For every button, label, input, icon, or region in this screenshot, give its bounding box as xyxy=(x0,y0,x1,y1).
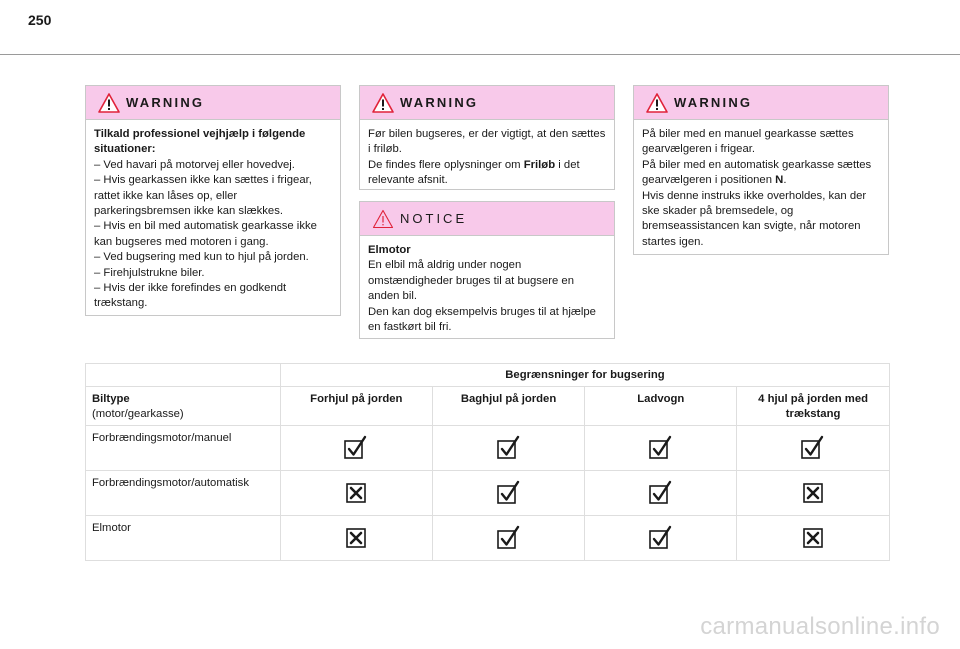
cross-box-icon xyxy=(800,525,826,551)
status-cell xyxy=(585,516,737,561)
column-header: Ladvogn xyxy=(585,387,737,426)
status-cell xyxy=(432,426,585,471)
gear-position-n: N xyxy=(775,174,784,187)
warning-item: – Ved bugsering med kun to hjul på jorden. xyxy=(94,251,309,264)
row-header-title-cell xyxy=(86,387,281,426)
header-divider xyxy=(0,54,960,55)
warning-box-towing-assistance xyxy=(85,85,341,316)
warning-text: Før bilen bugseres, er der vigtigt, at den sættes i friløb. xyxy=(368,128,606,156)
check-box-icon xyxy=(800,435,826,461)
check-box-icon xyxy=(343,435,369,461)
table-column-header-row xyxy=(86,387,890,426)
warning-triangle-icon xyxy=(646,93,668,113)
warning-header xyxy=(360,86,614,120)
row-header-subtitle: (motor/gearkasse) xyxy=(92,408,184,420)
warning-item: – Ved havari på motorvej eller hovedvej. xyxy=(94,158,295,171)
notice-title: NOTICE xyxy=(400,211,468,226)
column-header: 4 hjul på jorden med trækstang xyxy=(737,387,890,426)
status-cell xyxy=(737,426,890,471)
warning-text: Hvis denne instruks ikke overholdes, kan der ske skader på bremsedele, og bremseassistancen kan svigte, når motoren startes igen. xyxy=(642,189,867,248)
warning-title: WARNING xyxy=(674,95,753,110)
warning-heading: Tilkald professionel vejhjælp i følgende situationer: xyxy=(94,128,306,156)
status-cell xyxy=(432,516,585,561)
warning-text-pre: De findes flere oplysninger om xyxy=(368,158,524,171)
cross-box-icon xyxy=(800,480,826,506)
check-box-icon xyxy=(496,435,522,461)
notice-text: Den kan dog eksempelvis bruges til at hjælpe en fastkørt bil fri. xyxy=(368,305,596,334)
row-label: Forbrændingsmotor/manuel xyxy=(86,426,281,471)
warning-triangle-icon xyxy=(372,93,394,113)
row-header-title: Biltype xyxy=(92,393,130,405)
warning-box-freewheel xyxy=(359,85,615,190)
warning-item: – Firehjulstrukne biler. xyxy=(94,266,205,279)
warning-item: – Hvis gearkassen ikke kan sættes i frigear, rattet ikke kan låses op, eller parkeringsbremsen ikke kan slækkes. xyxy=(94,174,312,218)
check-box-icon xyxy=(496,480,522,506)
warning-title: WARNING xyxy=(400,95,479,110)
page-number: 250 xyxy=(28,12,52,28)
warning-body xyxy=(634,120,888,258)
warning-item: – Hvis der ikke forefindes en godkendt trækstang. xyxy=(94,282,287,310)
warning-title: WARNING xyxy=(126,95,205,110)
freewheel-reference: Friløb xyxy=(523,158,556,171)
status-cell xyxy=(737,516,890,561)
warning-box-gear-selector xyxy=(633,85,889,255)
table-row xyxy=(86,426,890,471)
warning-text-post: i det relevante afsnit. xyxy=(368,158,580,187)
notice-box-electric-motor xyxy=(359,201,615,339)
warning-text-n xyxy=(642,158,880,189)
notice-triangle-icon xyxy=(372,209,394,229)
warning-text-ref xyxy=(368,158,606,189)
status-cell xyxy=(585,426,737,471)
warning-header xyxy=(86,86,340,120)
status-cell xyxy=(280,471,432,516)
cross-box-icon xyxy=(343,525,369,551)
warning-item: – Hvis en bil med automatisk gearkasse ikke kan bugseres med motoren i gang. xyxy=(94,220,317,248)
table-span-header: Begrænsninger for bugsering xyxy=(280,364,889,387)
status-cell xyxy=(737,471,890,516)
warning-text: På biler med en manuel gearkasse sættes gearvælgeren i frigear. xyxy=(642,128,854,156)
check-box-icon xyxy=(648,480,674,506)
status-cell xyxy=(585,471,737,516)
warning-triangle-icon xyxy=(98,93,120,113)
column-header: Baghjul på jorden xyxy=(432,387,585,426)
check-box-icon xyxy=(648,435,674,461)
warning-body xyxy=(86,120,340,320)
watermark: carmanualsonline.info xyxy=(700,613,940,640)
cross-box-icon xyxy=(343,480,369,506)
table-span-header-row xyxy=(86,364,890,387)
notice-body xyxy=(360,236,614,343)
status-cell xyxy=(432,471,585,516)
row-label: Elmotor xyxy=(86,516,281,561)
check-box-icon xyxy=(648,525,674,551)
table-row xyxy=(86,516,890,561)
notice-header xyxy=(360,202,614,236)
warning-header xyxy=(634,86,888,120)
warning-body xyxy=(360,120,614,197)
warning-text-post: . xyxy=(783,174,787,187)
towing-restrictions-table xyxy=(85,363,890,561)
table-row xyxy=(86,471,890,516)
notice-text: En elbil må aldrig under nogen omstændigheder bruges til at bugsere en anden bil. xyxy=(368,259,574,303)
notice-heading: Elmotor xyxy=(368,244,411,256)
column-header: Forhjul på jorden xyxy=(280,387,432,426)
status-cell xyxy=(280,426,432,471)
status-cell xyxy=(280,516,432,561)
warning-text-pre: På biler med en automatisk gearkasse sættes gearvælgeren i positionen xyxy=(642,158,872,187)
check-box-icon xyxy=(496,525,522,551)
table-corner-cell xyxy=(86,364,281,387)
row-label: Forbrændingsmotor/automatisk xyxy=(86,471,281,516)
